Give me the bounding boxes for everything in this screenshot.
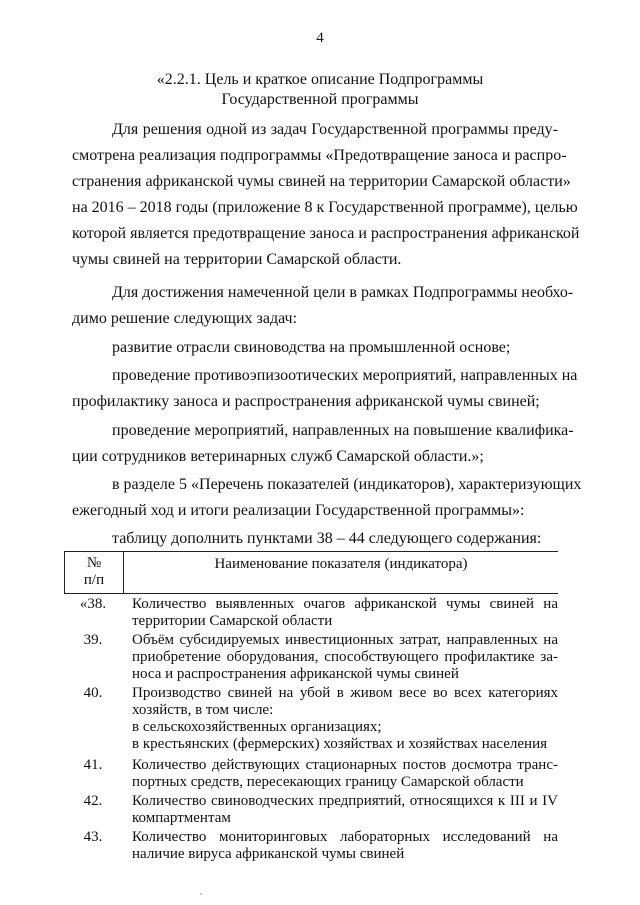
row-indicator-name (132, 596, 558, 630)
text-line: чумы свиней на территории Самарской области. (72, 251, 402, 268)
text-line: таблицу дополнить пунктами 38 – 44 следующего содержания: (112, 530, 542, 547)
text-line: Объём субсидируемых инвестиционных затрат, направленных на (132, 632, 558, 648)
paragraph-tasks-intro (72, 280, 574, 332)
paragraph-table-intro (72, 526, 558, 552)
task-item-2 (72, 363, 578, 415)
text-line: компартментам (132, 810, 231, 826)
row-number: 39. (83, 632, 103, 648)
text-line: ции сотрудников ветеринарных служб Самарской области.»; (72, 448, 484, 465)
text-line: Количество свиноводческих предприятий, относящихся к III и IV (132, 793, 558, 809)
text-line: хозяйств, в том числе: (132, 702, 274, 718)
text-line: в крестьянских (фермерских) хозяйствах и хозяйствах населения (132, 736, 547, 752)
column-header-number-line-2: п/п (83, 572, 105, 588)
row-indicator-name (132, 793, 558, 827)
text-line: смотрена реализация подпрограммы «Предотвращение заноса и распро- (72, 147, 567, 164)
row-indicator-name (132, 757, 558, 791)
row-number: 40. (83, 685, 103, 701)
text-line: в сельскохозяйственных организациях; (132, 719, 382, 735)
text-line: развитие отрасли свиноводства на промышленной основе; (112, 339, 511, 356)
task-item-3 (72, 418, 574, 470)
task-item-1 (72, 335, 558, 361)
heading-line-2: Государственной программы (221, 91, 419, 108)
text-line: которой является предотвращение заноса и распространения африканской (72, 225, 580, 242)
text-line: Для достижения намеченной цели в рамках Подпрограммы необхо- (112, 284, 574, 301)
table-border-top (64, 551, 558, 552)
text-line: приобретение оборудования, способствующего профилактике за- (132, 649, 558, 665)
text-line: Количество выявленных очагов африканской чумы свиней на (132, 596, 558, 612)
row-indicator-name (132, 632, 558, 683)
text-line: наличие вируса африканской чумы свиней (132, 846, 405, 862)
row-number: 42. (83, 793, 103, 809)
row-number: 43. (83, 829, 103, 845)
text-line: территории Самарской области (132, 613, 333, 629)
scan-speck (200, 893, 202, 895)
row-number: 41. (83, 757, 103, 773)
text-line: проведение противоэпизоотических мероприятий, направленных на (112, 367, 578, 384)
table-border-header-bottom (64, 593, 558, 594)
text-line: портных средств, пересекающих границу Самарской области (132, 774, 524, 790)
text-line: проведение мероприятий, направленных на повышение квалифика- (112, 422, 574, 439)
text-line: Количество мониторинговых лабораторных исследований на (132, 829, 558, 845)
column-header-indicator-name: Наименование показателя (индикатора) (214, 556, 468, 572)
row-number: «38. (79, 596, 107, 612)
column-header-number (65, 555, 123, 589)
text-line: ежегодный ход и итоги реализации Государственной программы»: (72, 502, 525, 519)
text-line: Для решения одной из задач Государственной программы преду- (112, 121, 558, 138)
paragraph-section5 (72, 472, 582, 524)
text-line: Производство свиней на убой в живом весе во всех категориях (132, 685, 558, 701)
text-line: носа и распространения африканской чумы свиней (132, 666, 459, 682)
row-indicator-name (132, 685, 558, 753)
text-line: в разделе 5 «Перечень показателей (индикаторов), характеризующих (112, 476, 582, 493)
text-line: профилактику заноса и распространения африканской чумы свиней; (72, 393, 540, 410)
page-number: 4 (316, 30, 324, 46)
text-line: на 2016 – 2018 годы (приложение 8 к Государственной программе), целью (72, 199, 578, 216)
text-line: димо решение следующих задач: (72, 310, 298, 327)
text-line: Количество действующих стационарных постов досмотра транс- (132, 757, 558, 773)
paragraph-goal (72, 117, 580, 273)
row-indicator-name (132, 829, 558, 863)
heading-line-1: «2.2.1. Цель и краткое описание Подпрограммы (156, 71, 484, 88)
text-line: странения африканской чумы свиней на территории Самарской области» (72, 173, 571, 190)
section-heading (120, 70, 520, 110)
column-header-number-line-1: № (86, 555, 102, 571)
